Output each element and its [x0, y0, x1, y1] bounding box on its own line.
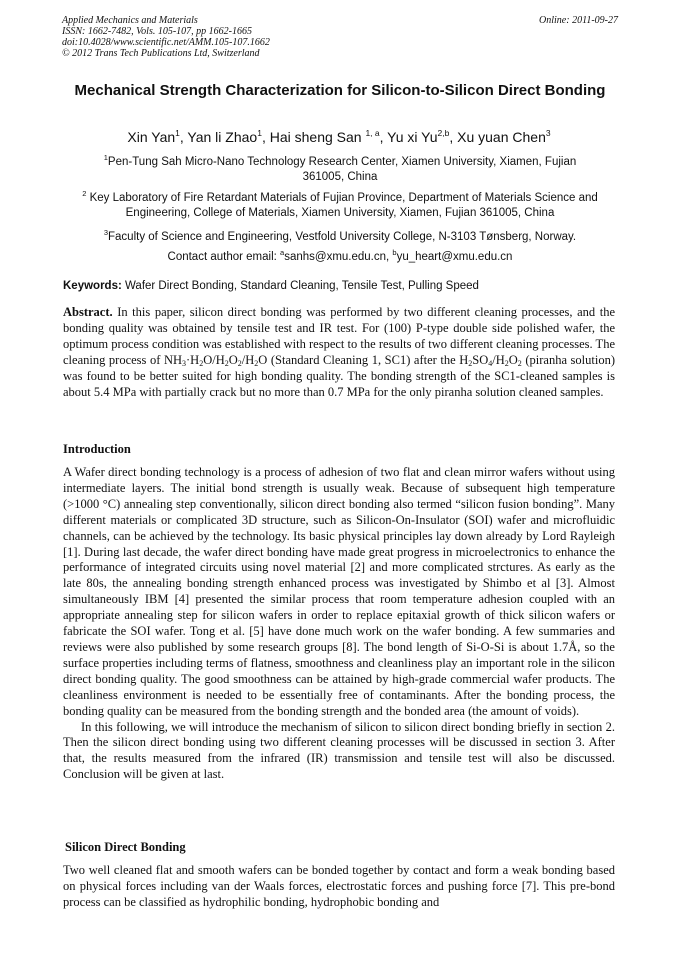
affiliation-3 [62, 230, 618, 245]
author-separator: , [449, 129, 458, 145]
email-sup: a [280, 248, 285, 257]
abstract-label: Abstract. [63, 305, 113, 319]
abstract-text: O [508, 352, 518, 367]
sdb-heading: Silicon Direct Bonding [65, 840, 186, 854]
email-sup: b [392, 248, 397, 257]
formula-sub: 2 [504, 358, 509, 368]
sdb-paragraph-1: Two well cleaned flat and smooth wafers can be bonded together by contact and form a weak bonding based on physical forces including van der Waals forces, electrostatic forces and pushing force [7]. This pre-bond process can be classified as hydrophilic bonding, hydrophobic bonding and [63, 863, 615, 909]
abstract-text: (piranha solution) was found to be better suited for high bonding quality. The bonding strength of the SC1-cleaned samples is about 5.4 MPa with partially crack but no more than 0.7 MPa for the only piranha solution cleaned samples. [63, 352, 616, 399]
copyright-line: © 2012 Trans Tech Publications Ltd, Switzerland [62, 48, 260, 59]
doi-line: doi:10.4028/www.scientific.net/AMM.105-107.1662 [62, 37, 270, 48]
keywords-text: Wafer Direct Bonding, Standard Cleaning, Tensile Test, Pulling Speed [121, 280, 479, 292]
formula-sub: 2 [237, 358, 242, 368]
formula-sub: 2 [468, 358, 473, 368]
introduction-paragraph-2: In this following, we will introduce the mechanism of silicon to silicon direct bonding briefly in section 2. Then the silicon direct bonding using two different cleaning processes will be discussed in section 3. After that, the results measured from the infrared (IR) transmission and tensile test will also be discussed. Conclusion will be given at last. [63, 719, 615, 782]
affiliation-sup: 2 [82, 189, 87, 198]
keywords [63, 279, 619, 294]
affiliation-text: Faculty of Science and Engineering, Vestfold University College, N-3103 Tønsberg, Norway. [108, 231, 577, 243]
affiliation-1 [62, 155, 618, 185]
affiliation-2 [62, 191, 618, 221]
sdb-body [63, 863, 615, 911]
formula-sub: 2 [199, 358, 204, 368]
formula-sub: 2 [517, 358, 522, 368]
author-name: Xu yuan Chen [457, 129, 546, 145]
author-separator: , [379, 129, 388, 145]
affiliation-text: Pen-Tung Sah Micro-Nano Technology Research Center, Xiamen University, Xiamen, Fujian 361005, China [107, 156, 577, 183]
abstract-text: O (Standard Cleaning 1, SC1) after the H [258, 352, 469, 367]
abstract-text: SO [472, 352, 489, 367]
introduction-heading: Introduction [63, 442, 131, 456]
formula-sub: 2 [224, 358, 229, 368]
abstract-text: O/H [203, 352, 225, 367]
introduction-paragraph-1: A Wafer direct bonding technology is a process of adhesion of two flat and clean mirror wafers without using intermediate layers. The initial bond strength is usually weak. Because of subsequent high temperature (>1000 °C) annealing step conventionally, silicon direct bonding also termed “silicon fusion bonding”. Many different materials or complicated 3D structure, such as Silicon-On-Insulator (SOI) wafer and microfluidic channels, can be achieved by the technology. Its basic physical principles lay down already by Lord Rayleigh [1]. During last decade, the wafer direct bonding have made great progress in microelectronics to enhance the performance of integrated circuits using novel material [2] and more complicated strctures. As early as the late 80s, the annealing bonding strength enhanced process was investigated by Shimbo et al [3]. Almost simultaneously IBM [4] presented the similar process that room temperature adhesion coupled with an appropriate annealing step for silicon wafers in order to replace epitaxial growth of thick silicon wafers or fabricate the SOI wafer. Tong et al. [5] have done much work on the wafer bonding. A few summaries and reviews were also published by some research groups [8]. The bond length of Si-O-Si is about 1.7Å, so the surface properties including terms of flatness, smoothness and cleanliness play an important role in the silicon direct bonding quality. The good smoothness can be attained by high-grade commercial wafer products. The cleanliness environment is needed to be essentially free of contaminants. After the bonding process, the bonding quality can be measured from the bonding strength and the bonded area (the amount of voids). [63, 465, 615, 718]
formula-sub: 4 [488, 358, 493, 368]
abstract-text: O [228, 352, 238, 367]
author-separator: , [179, 129, 188, 145]
email-b: yu_heart@xmu.edu.cn [396, 251, 513, 263]
abstract-text: /H [492, 352, 505, 367]
affiliation-sup: 3 [103, 228, 109, 237]
abstract-text: /H [241, 352, 255, 367]
author-sup: 3 [545, 128, 551, 138]
author-sup: 1, a [365, 128, 380, 138]
paper-title: Mechanical Strength Characterization for Silicon-to-Silicon Direct Bonding [74, 82, 606, 99]
issn-line: ISSN: 1662-7482, Vols. 105-107, pp 1662-1665 [62, 26, 252, 37]
author-list [40, 128, 638, 146]
contact-emails [62, 250, 618, 265]
journal-name: Applied Mechanics and Materials [62, 15, 198, 26]
abstract [63, 305, 615, 400]
email-a: sanhs@xmu.edu.cn, [284, 251, 393, 263]
author-sup: 2,b [437, 128, 450, 138]
author-name: Hai sheng San [269, 129, 366, 145]
author-name: Xin Yan [127, 129, 176, 145]
abstract-text: ·H [186, 352, 200, 367]
author-sup: 1 [175, 128, 180, 138]
author-name: Yan li Zhao [187, 129, 258, 145]
introduction-body [63, 465, 615, 783]
online-date: Online: 2011-09-27 [539, 15, 618, 26]
author-sup: 1 [257, 128, 262, 138]
abstract-text: In this paper, silicon direct bonding was performed by two different cleaning processes, and the bonding quality was obtained by tensile test and IR test. For (100) P-type double side polished wafer, the optimum process condition was established with respect to the results of two different cleaning processes. The cleaning process of NH [63, 305, 615, 367]
journal-header [62, 15, 618, 59]
formula-sub: 2 [254, 358, 259, 368]
formula-sub: 3 [182, 358, 186, 368]
affiliation-text: Key Laboratory of Fire Retardant Materials of Fujian Province, Department of Materials Science and Engineering, College of Materials, Xiamen University, Xiamen, Fujian 361005, China [86, 192, 598, 219]
affiliation-sup: 1 [103, 153, 108, 162]
author-separator: , [261, 129, 270, 145]
contact-prefix: Contact author email: [167, 251, 281, 263]
keywords-label: Keywords: [63, 280, 122, 292]
author-name: Yu xi Yu [387, 129, 438, 145]
